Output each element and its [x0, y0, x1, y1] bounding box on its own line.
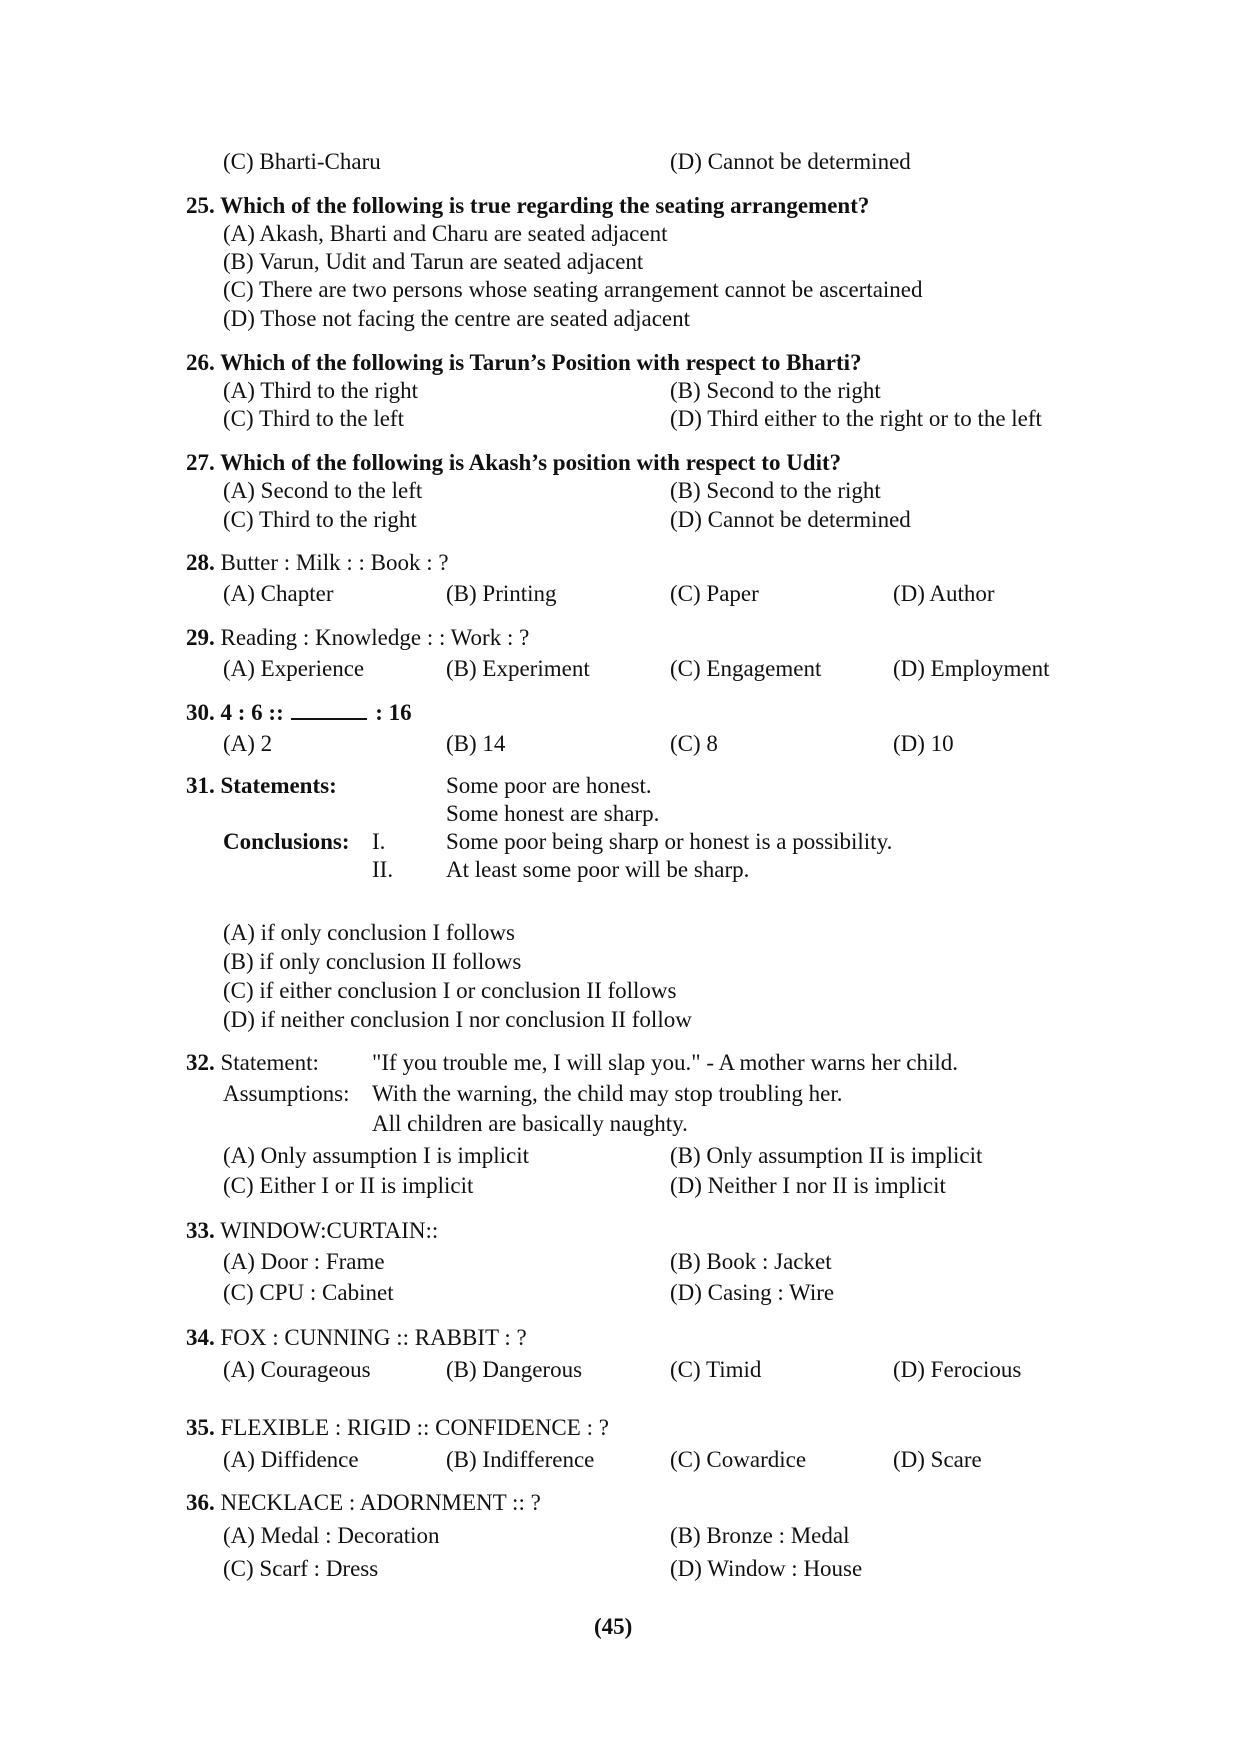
q30-stem: [186, 699, 412, 727]
q24-option-c: (C) Bharti-Charu: [223, 149, 381, 174]
q31-option-d: (D) if neither conclusion I nor conclusion II follow: [223, 1007, 692, 1032]
q34-stem: [186, 1324, 527, 1352]
q35-option-c: (C) Cowardice: [670, 1447, 807, 1472]
q29-option-c: (C) Engagement: [670, 656, 822, 681]
q27-option-a: (A) Second to the left: [223, 478, 423, 503]
q35-text: FLEXIBLE : RIGID :: CONFIDENCE : ?: [220, 1415, 609, 1440]
q28-option-a: (A) Chapter: [223, 581, 334, 606]
q34-option-d: (D) Ferocious: [893, 1357, 1022, 1382]
q32-option-d: (D) Neither I nor II is implicit: [670, 1173, 946, 1198]
q29-stem: [186, 624, 529, 652]
q35-option-a: (A) Diffidence: [223, 1447, 359, 1472]
q27-option-c: (C) Third to the right: [223, 507, 417, 532]
q31-conclusion-2: At least some poor will be sharp.: [446, 857, 750, 882]
q30-option-a: (A) 2: [223, 731, 273, 756]
q30-blank: [291, 700, 367, 720]
q25-option-c: (C) There are two persons whose seating arrangement cannot be ascertained: [223, 277, 923, 302]
q31-statement-2: Some honest are sharp.: [446, 801, 660, 826]
q30-prefix: 30. 4 : 6 ::: [186, 700, 284, 725]
q30-suffix: : 16: [375, 700, 412, 725]
q32-statement-row: [186, 1049, 319, 1077]
q31-option-a: (A) if only conclusion I follows: [223, 920, 515, 945]
q30-option-d: (D) 10: [893, 731, 954, 756]
q26-option-c: (C) Third to the left: [223, 406, 404, 431]
q31-option-c: (C) if either conclusion I or conclusion II follows: [223, 978, 677, 1003]
q31-conclusion-1: Some poor being sharp or honest is a possibility.: [446, 829, 893, 854]
q31-statement-1: Some poor are honest.: [446, 773, 652, 798]
q30-option-b: (B) 14: [446, 731, 506, 756]
q33-option-c: (C) CPU : Cabinet: [223, 1280, 394, 1305]
q26-option-a: (A) Third to the right: [223, 378, 419, 403]
q28-option-d: (D) Author: [893, 581, 995, 606]
q32-assumption-2: All children are basically naughty.: [372, 1111, 688, 1136]
q36-option-c: (C) Scarf : Dress: [223, 1556, 379, 1581]
q26-option-d: (D) Third either to the right or to the left: [670, 406, 1042, 431]
q30-option-c: (C) 8: [670, 731, 718, 756]
q33-stem: [186, 1217, 438, 1245]
q35-option-b: (B) Indifference: [446, 1447, 595, 1472]
q33-text: WINDOW:CURTAIN::: [220, 1218, 439, 1243]
q35-number: 35.: [186, 1415, 215, 1440]
q33-option-b: (B) Book : Jacket: [670, 1249, 832, 1274]
q35-stem: [186, 1414, 609, 1442]
q25-option-b: (B) Varun, Udit and Tarun are seated adjacent: [223, 249, 644, 274]
q25-stem: 25. Which of the following is true regarding the seating arrangement?: [186, 193, 870, 218]
q34-number: 34.: [186, 1325, 215, 1350]
q32-option-c: (C) Either I or II is implicit: [223, 1173, 474, 1198]
q31-conclusions-label: Conclusions:: [223, 829, 350, 854]
q31-label: 31. Statements:: [186, 773, 337, 798]
q27-option-d: (D) Cannot be determined: [670, 507, 911, 532]
q32-statement: "If you trouble me, I will slap you." - A mother warns her child.: [372, 1050, 958, 1075]
q32-number: 32.: [186, 1050, 215, 1075]
q29-option-a: (A) Experience: [223, 656, 365, 681]
q24-option-d: (D) Cannot be determined: [670, 149, 911, 174]
q34-option-b: (B) Dangerous: [446, 1357, 583, 1382]
q36-option-d: (D) Window : House: [670, 1556, 863, 1581]
q35-option-d: (D) Scare: [893, 1447, 982, 1472]
q32-option-b: (B) Only assumption II is implicit: [670, 1143, 983, 1168]
q26-stem: 26. Which of the following is Tarun’s Position with respect to Bharti?: [186, 350, 862, 375]
page-number: (45): [594, 1614, 633, 1639]
q31-option-b: (B) if only conclusion II follows: [223, 949, 522, 974]
q31-conclusion-2-number: II.: [372, 857, 394, 882]
q32-statement-label: Statement:: [220, 1050, 319, 1075]
q32-assumptions-label: Assumptions:: [223, 1081, 350, 1106]
q25-option-d: (D) Those not facing the centre are seated adjacent: [223, 306, 691, 331]
q29-number: 29.: [186, 625, 215, 650]
q33-number: 33.: [186, 1218, 215, 1243]
q28-option-b: (B) Printing: [446, 581, 557, 606]
q28-text: Butter : Milk : : Book : ?: [220, 550, 449, 575]
q27-option-b: (B) Second to the right: [670, 478, 881, 503]
q34-option-c: (C) Timid: [670, 1357, 762, 1382]
q28-option-c: (C) Paper: [670, 581, 759, 606]
q28-stem: [186, 549, 449, 577]
q36-number: 36.: [186, 1490, 215, 1515]
q36-option-b: (B) Bronze : Medal: [670, 1523, 850, 1548]
q29-text: Reading : Knowledge : : Work : ?: [220, 625, 530, 650]
q33-option-a: (A) Door : Frame: [223, 1249, 385, 1274]
q36-stem: [186, 1489, 541, 1517]
q29-option-b: (B) Experiment: [446, 656, 590, 681]
q36-option-a: (A) Medal : Decoration: [223, 1523, 440, 1548]
q29-option-d: (D) Employment: [893, 656, 1050, 681]
q34-option-a: (A) Courageous: [223, 1357, 371, 1382]
q36-text: NECKLACE : ADORNMENT :: ?: [220, 1490, 541, 1515]
q33-option-d: (D) Casing : Wire: [670, 1280, 835, 1305]
q25-option-a: (A) Akash, Bharti and Charu are seated adjacent: [223, 221, 668, 246]
q28-number: 28.: [186, 550, 215, 575]
q31-conclusion-1-number: I.: [372, 829, 386, 854]
q32-assumption-1: With the warning, the child may stop troubling her.: [372, 1081, 843, 1106]
q26-option-b: (B) Second to the right: [670, 378, 881, 403]
q34-text: FOX : CUNNING :: RABBIT : ?: [220, 1325, 527, 1350]
q27-stem: 27. Which of the following is Akash’s position with respect to Udit?: [186, 450, 842, 475]
q32-option-a: (A) Only assumption I is implicit: [223, 1143, 530, 1168]
